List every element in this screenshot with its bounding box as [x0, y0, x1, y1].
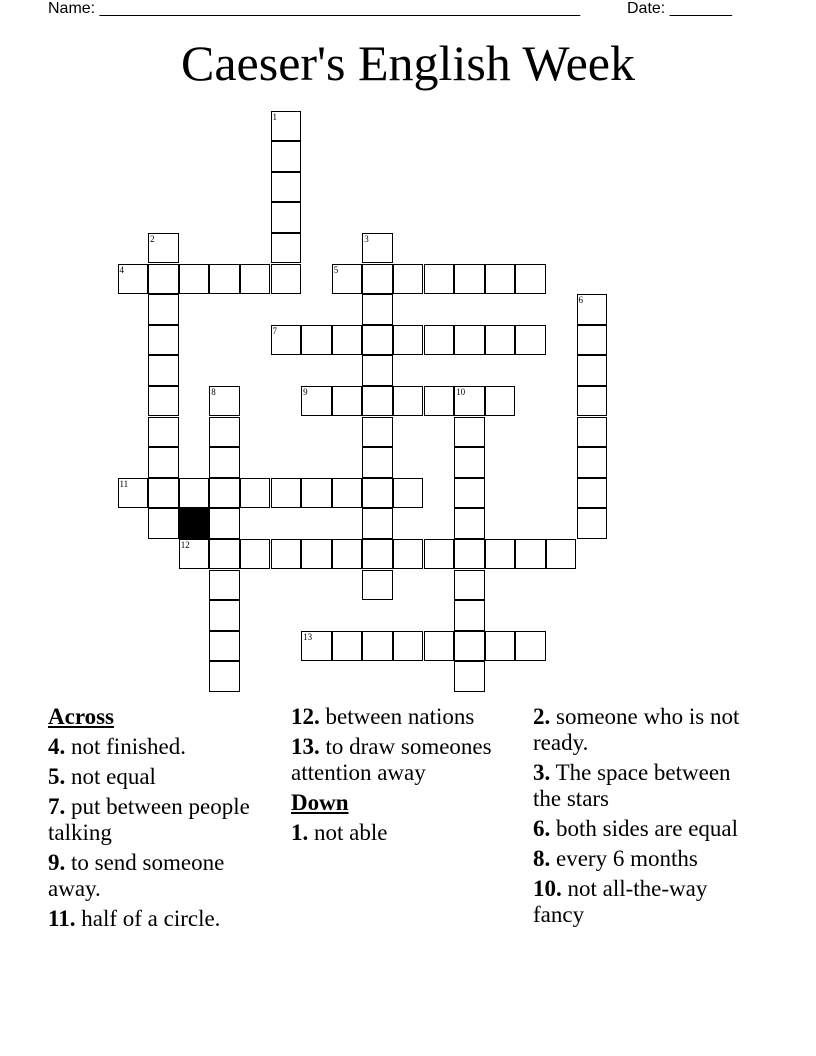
grid-cell[interactable]	[148, 264, 179, 295]
grid-cell[interactable]	[454, 508, 485, 539]
grid-cell[interactable]	[362, 631, 393, 662]
grid-cell[interactable]	[424, 325, 455, 356]
name-field: Name: ______________________________________________________	[48, 0, 581, 17]
grid-cell[interactable]	[424, 539, 455, 570]
clue-number: 13	[303, 631, 313, 642]
black-square	[179, 508, 210, 539]
clue-number: 5	[333, 264, 339, 275]
grid-cell[interactable]	[271, 264, 302, 295]
grid-cell[interactable]	[577, 417, 608, 448]
clue-across-5: 5. not equal	[48, 764, 156, 789]
grid-cell[interactable]	[454, 600, 485, 631]
grid-cell[interactable]	[577, 355, 608, 386]
grid-cell[interactable]	[240, 539, 271, 570]
clue-down-6: 6. both sides are equal	[533, 816, 739, 841]
grid-cell[interactable]	[301, 325, 332, 356]
grid-cell[interactable]	[454, 417, 485, 448]
grid-cell[interactable]	[209, 631, 240, 662]
grid-cell[interactable]	[362, 325, 393, 356]
grid-cell[interactable]	[362, 570, 393, 601]
grid-cell[interactable]	[424, 631, 455, 662]
clue-across-9: 9. to send someone away.	[48, 850, 225, 901]
grid-cell[interactable]	[179, 264, 210, 295]
grid-cell[interactable]	[301, 478, 332, 509]
page-title: Caeser's English Week	[181, 35, 635, 91]
grid-cell[interactable]	[240, 478, 271, 509]
date-field: Date: _______	[627, 0, 732, 17]
clues-column-2	[291, 704, 516, 850]
clue-number: 3	[364, 233, 369, 244]
grid-cell[interactable]	[577, 508, 608, 539]
grid-cell[interactable]	[393, 539, 424, 570]
grid-cell[interactable]	[271, 233, 302, 264]
clues-column-3	[533, 704, 758, 932]
grid-cell[interactable]	[148, 325, 179, 356]
clue-number: 11	[119, 478, 129, 489]
grid-cell[interactable]	[515, 631, 546, 662]
grid-cell[interactable]	[332, 539, 363, 570]
clue-number: 12	[180, 539, 190, 550]
clue-across-7: 7. put between people talking	[48, 794, 250, 845]
clue-number: 4	[119, 264, 124, 275]
grid-cell[interactable]	[362, 478, 393, 509]
grid-cell[interactable]	[362, 355, 393, 386]
grid-cell[interactable]	[454, 478, 485, 509]
grid-cell[interactable]	[485, 325, 516, 356]
grid-cell[interactable]	[485, 386, 516, 417]
grid-cell[interactable]	[362, 264, 393, 295]
clue-down-3: 3. The space between the stars	[533, 760, 731, 811]
clue-number: 10	[456, 386, 466, 397]
clue-across-4: 4. not finished.	[48, 734, 186, 759]
grid-cell[interactable]	[362, 447, 393, 478]
grid-cell[interactable]	[271, 172, 302, 203]
grid-cell[interactable]	[362, 386, 393, 417]
grid-cell[interactable]	[577, 386, 608, 417]
clue-number: 6	[578, 295, 583, 306]
grid-cell[interactable]	[148, 417, 179, 448]
clue-number: 7	[272, 325, 277, 336]
clue-number: 9	[303, 386, 308, 397]
grid-cell[interactable]	[148, 386, 179, 417]
grid-cell[interactable]	[454, 539, 485, 570]
grid-cell[interactable]	[148, 447, 179, 478]
grid-cell[interactable]	[209, 661, 240, 692]
grid-cell[interactable]	[577, 478, 608, 509]
clue-number: 1	[272, 111, 277, 122]
grid-cell[interactable]	[271, 478, 302, 509]
grid-cell[interactable]	[393, 325, 424, 356]
grid-cell[interactable]	[271, 141, 302, 172]
grid-cell[interactable]	[209, 478, 240, 509]
grid-cell[interactable]	[454, 447, 485, 478]
grid-cell[interactable]	[393, 386, 424, 417]
grid-cell[interactable]	[148, 508, 179, 539]
grid-cell[interactable]	[577, 447, 608, 478]
grid-cell[interactable]	[148, 294, 179, 325]
across-heading: Across	[48, 704, 115, 729]
grid-cell[interactable]	[209, 600, 240, 631]
grid-cell[interactable]	[209, 539, 240, 570]
grid-cell[interactable]	[301, 539, 332, 570]
grid-cell[interactable]	[209, 417, 240, 448]
grid-cell[interactable]	[332, 325, 363, 356]
clues-column-1	[48, 704, 273, 936]
grid-cell[interactable]	[515, 325, 546, 356]
grid-cell[interactable]	[271, 539, 302, 570]
grid-cell[interactable]	[271, 202, 302, 233]
grid-cell[interactable]	[332, 478, 363, 509]
grid-cell[interactable]	[362, 539, 393, 570]
clue-down-2: 2. someone who is not ready.	[533, 704, 740, 755]
grid-cell[interactable]	[515, 539, 546, 570]
grid-cell[interactable]	[148, 355, 179, 386]
grid-cell[interactable]	[209, 264, 240, 295]
clue-down-8: 8. every 6 months	[533, 846, 698, 871]
grid-cell[interactable]	[454, 631, 485, 662]
grid-cell[interactable]	[424, 386, 455, 417]
clue-number: 8	[211, 386, 216, 397]
grid-cell[interactable]	[362, 417, 393, 448]
clue-number: 2	[150, 233, 155, 244]
grid-cell[interactable]	[179, 478, 210, 509]
grid-cell[interactable]	[577, 325, 608, 356]
grid-cell[interactable]	[209, 570, 240, 601]
grid-cell[interactable]	[454, 661, 485, 692]
grid-cell[interactable]	[515, 264, 546, 295]
grid-cell[interactable]	[454, 325, 485, 356]
grid-cell[interactable]	[485, 264, 516, 295]
clue-across-11: 11. half of a circle.	[48, 906, 221, 931]
grid-cell[interactable]	[454, 570, 485, 601]
clue-across-13: 13. to draw someones attention away	[291, 734, 492, 785]
grid-cell[interactable]	[148, 478, 179, 509]
grid-cell[interactable]	[332, 386, 363, 417]
grid-cell[interactable]	[485, 631, 516, 662]
clue-down-10: 10. not all-the-way fancy	[533, 876, 708, 927]
clue-across-12: 12. between nations	[291, 704, 475, 729]
grid-cell[interactable]	[393, 631, 424, 662]
grid-cell[interactable]	[393, 478, 424, 509]
grid-cell[interactable]	[546, 539, 577, 570]
grid-cell[interactable]	[332, 631, 363, 662]
grid-cell[interactable]	[209, 447, 240, 478]
grid-cell[interactable]	[454, 264, 485, 295]
grid-cell[interactable]	[393, 264, 424, 295]
grid-cell[interactable]	[362, 508, 393, 539]
grid-cell[interactable]	[240, 264, 271, 295]
grid-cell[interactable]	[362, 294, 393, 325]
grid-cell[interactable]	[209, 508, 240, 539]
clue-down-1: 1. not able	[291, 820, 388, 845]
down-heading: Down	[291, 790, 349, 815]
grid-cell[interactable]	[485, 539, 516, 570]
grid-cell[interactable]	[424, 264, 455, 295]
